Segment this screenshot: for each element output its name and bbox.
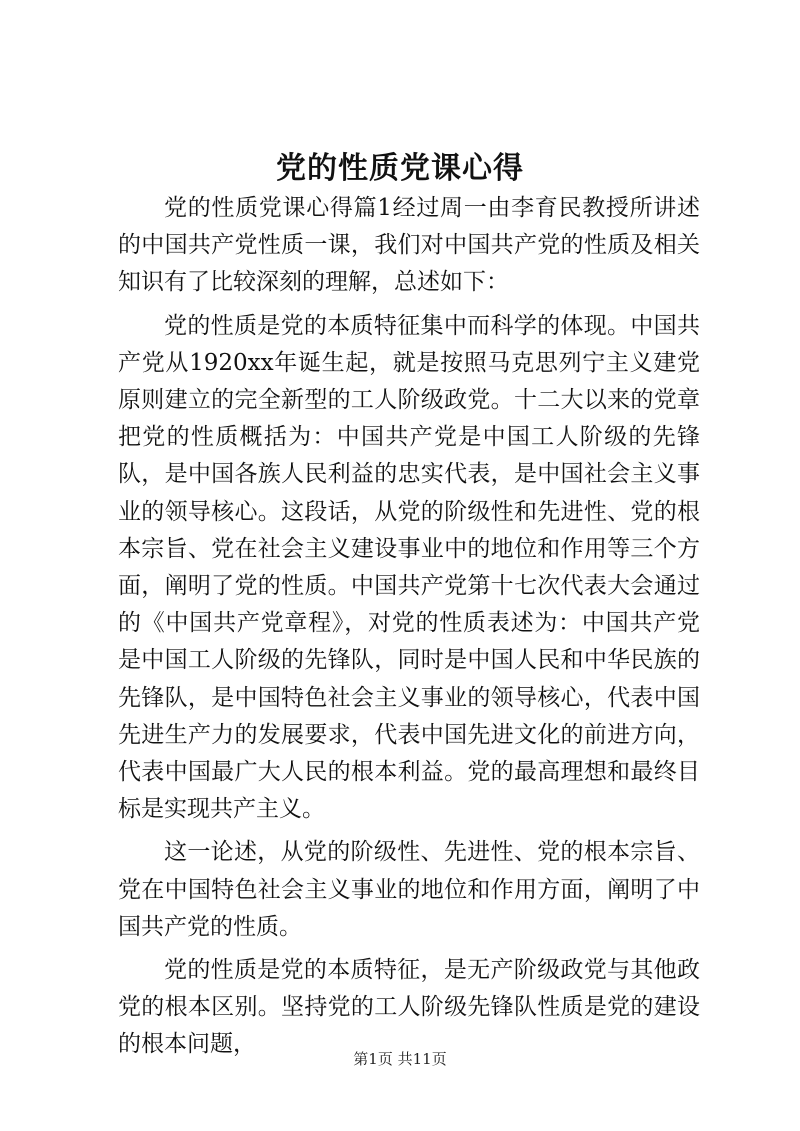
document-title: 党的性质党课心得 — [276, 151, 524, 186]
paragraph-1: 党的性质党课心得篇1经过周一由李育民教授所讲述的中国共产党性质一课，我们对中国共产党的性质及相关知识有了比较深刻的理解，总述如下： — [118, 195, 700, 296]
paragraph-2: 党的性质是党的本质特征集中而科学的体现。中国共产党从1920xx年诞生起，就是按照马克思列宁主义建党原则建立的完全新型的工人阶级政党。十二大以来的党章把党的性质概括为：中国共产党是中国工人阶级的先锋队，是中国各族人民利益的忠实代表，是中国社会主义事业的领导核心。这段话，从党的阶级性和先进性、党的根本宗旨、党在社会主义建设事业中的地位和作用等三个方面，阐明了党的性质。中国共产党第十七次代表大会通过的《中国共产党章程》，对党的性质表述为：中国共产党是中国工人阶级的先锋队，同时是中国人民和中华民族的先锋队，是中国特色社会主义事业的领导核心，代表中国先进生产力的发展要求，代表中国先进文化的前进方向，代表中国最广大人民的根本利益。党的最高理想和最终目标是实现共产主义。 — [118, 312, 700, 823]
page-number-footer: 第1页 共11页 — [353, 1050, 447, 1068]
paragraph-4: 党的性质是党的本质特征，是无产阶级政党与其他政党的根本区别。坚持党的工人阶级先锋队性质是党的建设的根本问题， — [118, 957, 700, 1058]
paragraph-3: 这一论述，从党的阶级性、先进性、党的根本宗旨、党在中国特色社会主义事业的地位和作用方面，阐明了中国共产党的性质。 — [118, 839, 700, 940]
document-body — [118, 190, 700, 1064]
